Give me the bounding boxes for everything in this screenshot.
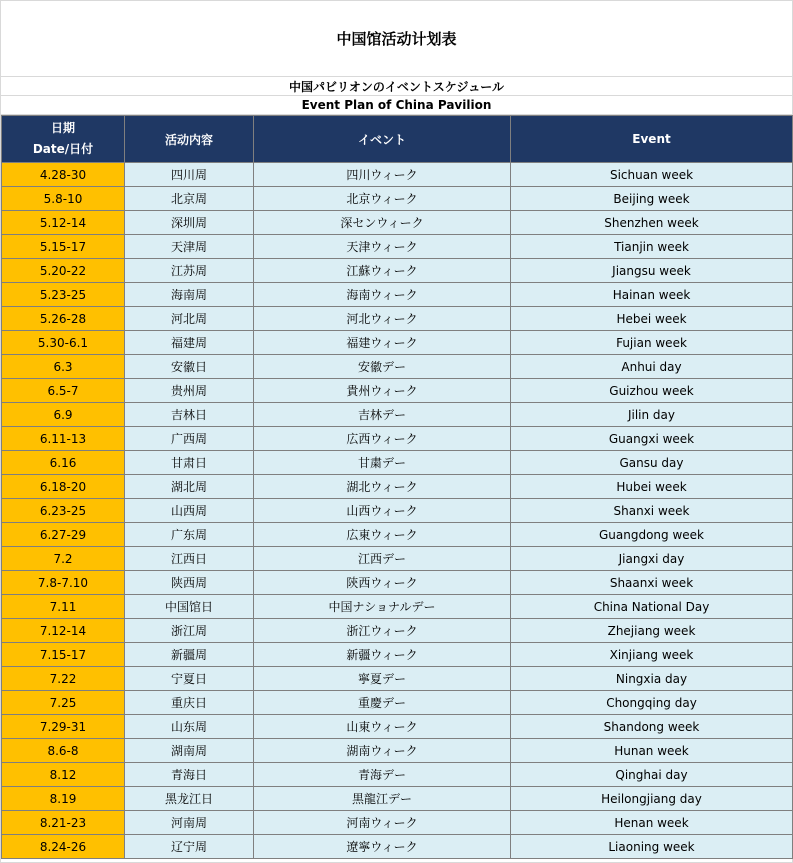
table-row bbox=[2, 427, 793, 451]
event-en-cell[interactable]: Shandong week bbox=[511, 715, 793, 739]
activity-zh-cell[interactable]: 湖北周 bbox=[125, 475, 254, 499]
header-date[interactable] bbox=[2, 116, 125, 163]
table-row bbox=[2, 283, 793, 307]
date-cell[interactable]: 6.23-25 bbox=[2, 499, 125, 523]
event-en-cell[interactable]: Shaanxi week bbox=[511, 571, 793, 595]
event-jp-cell[interactable]: 四川ウィーク bbox=[254, 163, 511, 187]
event-en-cell[interactable]: Guangdong week bbox=[511, 523, 793, 547]
event-en-cell[interactable]: Jilin day bbox=[511, 403, 793, 427]
event-jp-cell[interactable]: 新疆ウィーク bbox=[254, 643, 511, 667]
activity-zh-cell[interactable]: 吉林日 bbox=[125, 403, 254, 427]
event-en-cell[interactable]: Anhui day bbox=[511, 355, 793, 379]
date-cell[interactable]: 8.6-8 bbox=[2, 739, 125, 763]
event-en-cell[interactable]: Heilongjiang day bbox=[511, 787, 793, 811]
event-en-cell[interactable]: Hebei week bbox=[511, 307, 793, 331]
event-en-cell[interactable]: Ningxia day bbox=[511, 667, 793, 691]
activity-zh-cell[interactable]: 河南周 bbox=[125, 811, 254, 835]
event-jp-cell[interactable]: 中国ナショナルデー bbox=[254, 595, 511, 619]
event-jp-cell[interactable]: 江西デー bbox=[254, 547, 511, 571]
activity-zh-cell[interactable]: 中国馆日 bbox=[125, 595, 254, 619]
header-event-en[interactable]: Event bbox=[511, 116, 793, 163]
event-jp-cell[interactable]: 天津ウィーク bbox=[254, 235, 511, 259]
event-en-cell[interactable]: Liaoning week bbox=[511, 835, 793, 859]
date-cell[interactable]: 5.12-14 bbox=[2, 211, 125, 235]
activity-zh-cell[interactable]: 新疆周 bbox=[125, 643, 254, 667]
table-row bbox=[2, 355, 793, 379]
event-en-cell[interactable]: Xinjiang week bbox=[511, 643, 793, 667]
date-cell[interactable]: 6.27-29 bbox=[2, 523, 125, 547]
activity-zh-cell[interactable]: 陕西周 bbox=[125, 571, 254, 595]
event-table bbox=[1, 115, 793, 859]
activity-zh-cell[interactable]: 湖南周 bbox=[125, 739, 254, 763]
event-en-cell[interactable]: Qinghai day bbox=[511, 763, 793, 787]
date-cell[interactable]: 6.11-13 bbox=[2, 427, 125, 451]
table-row bbox=[2, 379, 793, 403]
event-jp-cell[interactable]: 甘粛デー bbox=[254, 451, 511, 475]
event-en-cell[interactable]: Zhejiang week bbox=[511, 619, 793, 643]
event-jp-cell[interactable]: 寧夏デー bbox=[254, 667, 511, 691]
header-date-line1: 日期 bbox=[50, 121, 75, 135]
table-row bbox=[2, 211, 793, 235]
event-en-cell[interactable]: Guizhou week bbox=[511, 379, 793, 403]
event-en-cell[interactable]: Fujian week bbox=[511, 331, 793, 355]
subtitle-english: Event Plan of China Pavilion bbox=[1, 96, 792, 115]
activity-zh-cell[interactable]: 北京周 bbox=[125, 187, 254, 211]
date-cell[interactable]: 7.15-17 bbox=[2, 643, 125, 667]
event-jp-cell[interactable]: 陝西ウィーク bbox=[254, 571, 511, 595]
event-en-cell[interactable]: Jiangxi day bbox=[511, 547, 793, 571]
activity-zh-cell[interactable]: 辽宁周 bbox=[125, 835, 254, 859]
date-cell[interactable]: 7.29-31 bbox=[2, 715, 125, 739]
date-cell[interactable]: 6.9 bbox=[2, 403, 125, 427]
subtitle-japanese: 中国パビリオンのイベントスケジュール bbox=[1, 77, 792, 96]
table-row bbox=[2, 811, 793, 835]
date-cell[interactable]: 7.12-14 bbox=[2, 619, 125, 643]
date-cell[interactable]: 8.12 bbox=[2, 763, 125, 787]
table-row bbox=[2, 595, 793, 619]
activity-zh-cell[interactable]: 山西周 bbox=[125, 499, 254, 523]
event-jp-cell[interactable]: 湖北ウィーク bbox=[254, 475, 511, 499]
activity-zh-cell[interactable]: 青海日 bbox=[125, 763, 254, 787]
event-jp-cell[interactable]: 海南ウィーク bbox=[254, 283, 511, 307]
date-cell[interactable]: 5.30-6.1 bbox=[2, 331, 125, 355]
date-cell[interactable]: 7.2 bbox=[2, 547, 125, 571]
event-en-cell[interactable]: Chongqing day bbox=[511, 691, 793, 715]
table-row bbox=[2, 523, 793, 547]
event-jp-cell[interactable]: 青海デー bbox=[254, 763, 511, 787]
event-en-cell[interactable]: Jiangsu week bbox=[511, 259, 793, 283]
activity-zh-cell[interactable]: 重庆日 bbox=[125, 691, 254, 715]
table-row bbox=[2, 451, 793, 475]
event-en-cell[interactable]: Gansu day bbox=[511, 451, 793, 475]
date-cell[interactable]: 5.20-22 bbox=[2, 259, 125, 283]
event-jp-cell[interactable]: 広東ウィーク bbox=[254, 523, 511, 547]
header-event-jp[interactable]: イベント bbox=[254, 116, 511, 163]
date-cell[interactable]: 8.21-23 bbox=[2, 811, 125, 835]
activity-zh-cell[interactable]: 河北周 bbox=[125, 307, 254, 331]
event-jp-cell[interactable]: 吉林デー bbox=[254, 403, 511, 427]
activity-zh-cell[interactable]: 江苏周 bbox=[125, 259, 254, 283]
event-jp-cell[interactable]: 湖南ウィーク bbox=[254, 739, 511, 763]
event-en-cell[interactable]: Tianjin week bbox=[511, 235, 793, 259]
table-row bbox=[2, 763, 793, 787]
activity-zh-cell[interactable]: 黑龙江日 bbox=[125, 787, 254, 811]
activity-zh-cell[interactable]: 江西日 bbox=[125, 547, 254, 571]
activity-zh-cell[interactable]: 广东周 bbox=[125, 523, 254, 547]
date-cell[interactable]: 8.24-26 bbox=[2, 835, 125, 859]
header-row bbox=[2, 116, 793, 163]
activity-zh-cell[interactable]: 贵州周 bbox=[125, 379, 254, 403]
event-jp-cell[interactable]: 北京ウィーク bbox=[254, 187, 511, 211]
date-cell[interactable]: 7.22 bbox=[2, 667, 125, 691]
date-cell[interactable]: 5.8-10 bbox=[2, 187, 125, 211]
table-row bbox=[2, 499, 793, 523]
event-jp-cell[interactable]: 福建ウィーク bbox=[254, 331, 511, 355]
event-jp-cell[interactable]: 黒龍江デー bbox=[254, 787, 511, 811]
event-jp-cell[interactable]: 山東ウィーク bbox=[254, 715, 511, 739]
table-row bbox=[2, 619, 793, 643]
event-en-cell[interactable]: Sichuan week bbox=[511, 163, 793, 187]
table-row bbox=[2, 571, 793, 595]
date-cell[interactable]: 6.18-20 bbox=[2, 475, 125, 499]
table-row bbox=[2, 307, 793, 331]
event-jp-cell[interactable]: 貴州ウィーク bbox=[254, 379, 511, 403]
table-row bbox=[2, 331, 793, 355]
event-en-cell[interactable]: Shanxi week bbox=[511, 499, 793, 523]
table-row bbox=[2, 475, 793, 499]
activity-zh-cell[interactable]: 天津周 bbox=[125, 235, 254, 259]
event-en-cell[interactable]: Hubei week bbox=[511, 475, 793, 499]
event-jp-cell[interactable]: 河北ウィーク bbox=[254, 307, 511, 331]
activity-zh-cell[interactable]: 深圳周 bbox=[125, 211, 254, 235]
table-row bbox=[2, 403, 793, 427]
table-row bbox=[2, 259, 793, 283]
date-cell[interactable]: 4.28-30 bbox=[2, 163, 125, 187]
table-body bbox=[2, 163, 793, 859]
table-row bbox=[2, 187, 793, 211]
date-cell[interactable]: 6.3 bbox=[2, 355, 125, 379]
date-cell[interactable]: 5.23-25 bbox=[2, 283, 125, 307]
header-date-line2: Date/日付 bbox=[32, 142, 94, 156]
activity-zh-cell[interactable]: 浙江周 bbox=[125, 619, 254, 643]
event-en-cell[interactable]: Henan week bbox=[511, 811, 793, 835]
date-cell[interactable]: 6.5-7 bbox=[2, 379, 125, 403]
event-en-cell[interactable]: China National Day bbox=[511, 595, 793, 619]
table-row bbox=[2, 667, 793, 691]
date-cell[interactable]: 7.25 bbox=[2, 691, 125, 715]
event-jp-cell[interactable]: 河南ウィーク bbox=[254, 811, 511, 835]
table-row bbox=[2, 547, 793, 571]
table-row bbox=[2, 835, 793, 859]
date-cell[interactable]: 6.16 bbox=[2, 451, 125, 475]
activity-zh-cell[interactable]: 安徽日 bbox=[125, 355, 254, 379]
table-row bbox=[2, 691, 793, 715]
table-row bbox=[2, 715, 793, 739]
date-cell[interactable]: 7.8-7.10 bbox=[2, 571, 125, 595]
activity-zh-cell[interactable]: 四川周 bbox=[125, 163, 254, 187]
event-jp-cell[interactable]: 山西ウィーク bbox=[254, 499, 511, 523]
date-cell[interactable]: 7.11 bbox=[2, 595, 125, 619]
activity-zh-cell[interactable]: 宁夏日 bbox=[125, 667, 254, 691]
table-row bbox=[2, 787, 793, 811]
event-jp-cell[interactable]: 遼寧ウィーク bbox=[254, 835, 511, 859]
activity-zh-cell[interactable]: 广西周 bbox=[125, 427, 254, 451]
event-en-cell[interactable]: Hainan week bbox=[511, 283, 793, 307]
table-row bbox=[2, 739, 793, 763]
activity-zh-cell[interactable]: 海南周 bbox=[125, 283, 254, 307]
event-en-cell[interactable]: Shenzhen week bbox=[511, 211, 793, 235]
table-row bbox=[2, 235, 793, 259]
date-cell[interactable]: 5.26-28 bbox=[2, 307, 125, 331]
event-en-cell[interactable]: Guangxi week bbox=[511, 427, 793, 451]
event-jp-cell[interactable]: 浙江ウィーク bbox=[254, 619, 511, 643]
event-jp-cell[interactable]: 重慶デー bbox=[254, 691, 511, 715]
activity-zh-cell[interactable]: 甘肃日 bbox=[125, 451, 254, 475]
header-activity-zh[interactable]: 活动内容 bbox=[125, 116, 254, 163]
sheet-title: 中国馆活动计划表 bbox=[1, 1, 792, 77]
event-en-cell[interactable]: Hunan week bbox=[511, 739, 793, 763]
table-row bbox=[2, 163, 793, 187]
event-jp-cell[interactable]: 広西ウィーク bbox=[254, 427, 511, 451]
event-jp-cell[interactable]: 安徽デー bbox=[254, 355, 511, 379]
activity-zh-cell[interactable]: 福建周 bbox=[125, 331, 254, 355]
event-jp-cell[interactable]: 江蘇ウィーク bbox=[254, 259, 511, 283]
activity-zh-cell[interactable]: 山东周 bbox=[125, 715, 254, 739]
date-cell[interactable]: 8.19 bbox=[2, 787, 125, 811]
event-jp-cell[interactable]: 深センウィーク bbox=[254, 211, 511, 235]
event-en-cell[interactable]: Beijing week bbox=[511, 187, 793, 211]
date-cell[interactable]: 5.15-17 bbox=[2, 235, 125, 259]
table-row bbox=[2, 643, 793, 667]
